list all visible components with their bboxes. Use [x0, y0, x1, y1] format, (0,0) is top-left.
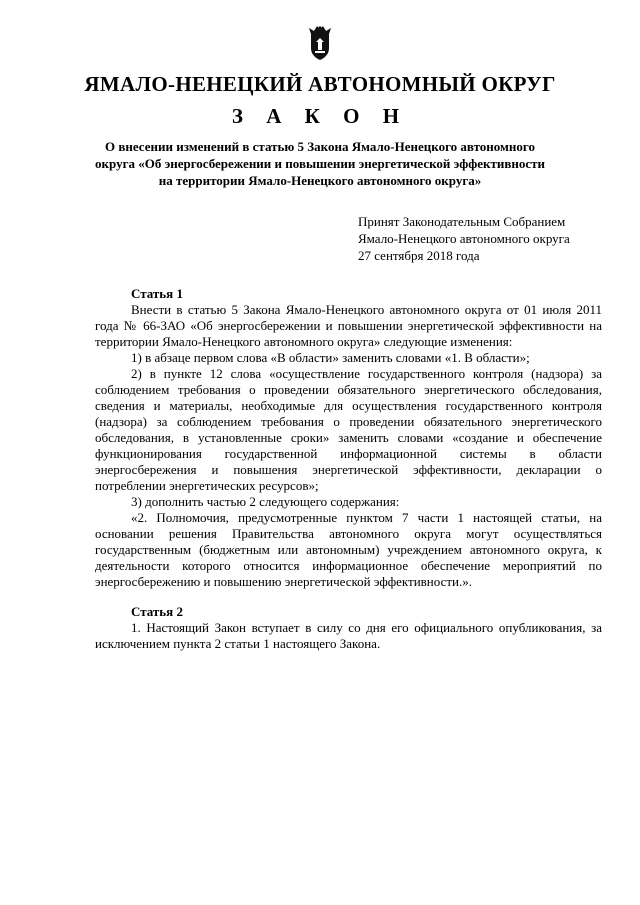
article-paragraph: 1) в абзаце первом слова «В области» заменить словами «1. В области»; [131, 350, 530, 365]
adoption-date: 27 сентября 2018 года [358, 248, 480, 263]
region-title: ЯМАЛО-НЕНЕЦКИЙ АВТОНОМНЫЙ ОКРУГ [84, 72, 556, 96]
article-paragraph: Внести в статью 5 Закона Ямало-Ненецкого автономного округа от 01 июля 2011 года № 66-ЗАО «Об энергосбережении и повышении энергетической эффективности на территории Ямало-Ненецкого автономного округа» следующие изменения: [95, 302, 602, 349]
document-type-title: З А К О Н [231, 104, 409, 128]
article-heading: Статья 1 [131, 286, 183, 301]
adoption-line: Принят Законодательным Собранием [358, 214, 566, 229]
article-2 [95, 604, 602, 652]
article-paragraph: 1. Настоящий Закон вступает в силу со дня его официального опубликования, за исключением пункта 2 статьи 1 настоящего Закона. [95, 620, 602, 651]
article-paragraph: 3) дополнить частью 2 следующего содержания: [131, 494, 400, 509]
law-body [95, 286, 602, 652]
article-heading: Статья 2 [131, 604, 183, 619]
article-1 [95, 286, 602, 590]
article-paragraph: 2) в пункте 12 слова «осуществление государственного контроля (надзора) за соблюдением требования о проведении обязательного энергетического обследования, сведения и материалы, необходимые для осуществления государственного контроля (надзора) за соблюдением требования о проведении обязательного энергетического обследования, в установленные сроки» заменить словами «создание и обеспечение функционирования государственной информационной системы в области энергосбережения и повышения энергетической эффективности, декларации о потреблении энергетических ресурсов»; [95, 366, 602, 493]
adoption-block [358, 213, 618, 264]
article-paragraph: «2. Полномочия, предусмотренные пунктом 7 части 1 настоящей статьи, на основании решения Правительства автономного округа могут осуществляться государственным (бюджетным или автономным) учреждением автономного округа, к деятельности которого относится информационное обеспечение мероприятий по энергосбережению и повышению энергетической эффективности.». [95, 510, 602, 589]
coat-of-arms-emblem [305, 24, 335, 62]
law-subject: О внесении изменений в статью 5 Закона Ямало-Ненецкого автономного округа «Об энергосбережении и повышении энергетической эффективности на территории Ямало-Ненецкого автономного округа» [95, 139, 545, 188]
adoption-line: Ямало-Ненецкого автономного округа [358, 231, 570, 246]
